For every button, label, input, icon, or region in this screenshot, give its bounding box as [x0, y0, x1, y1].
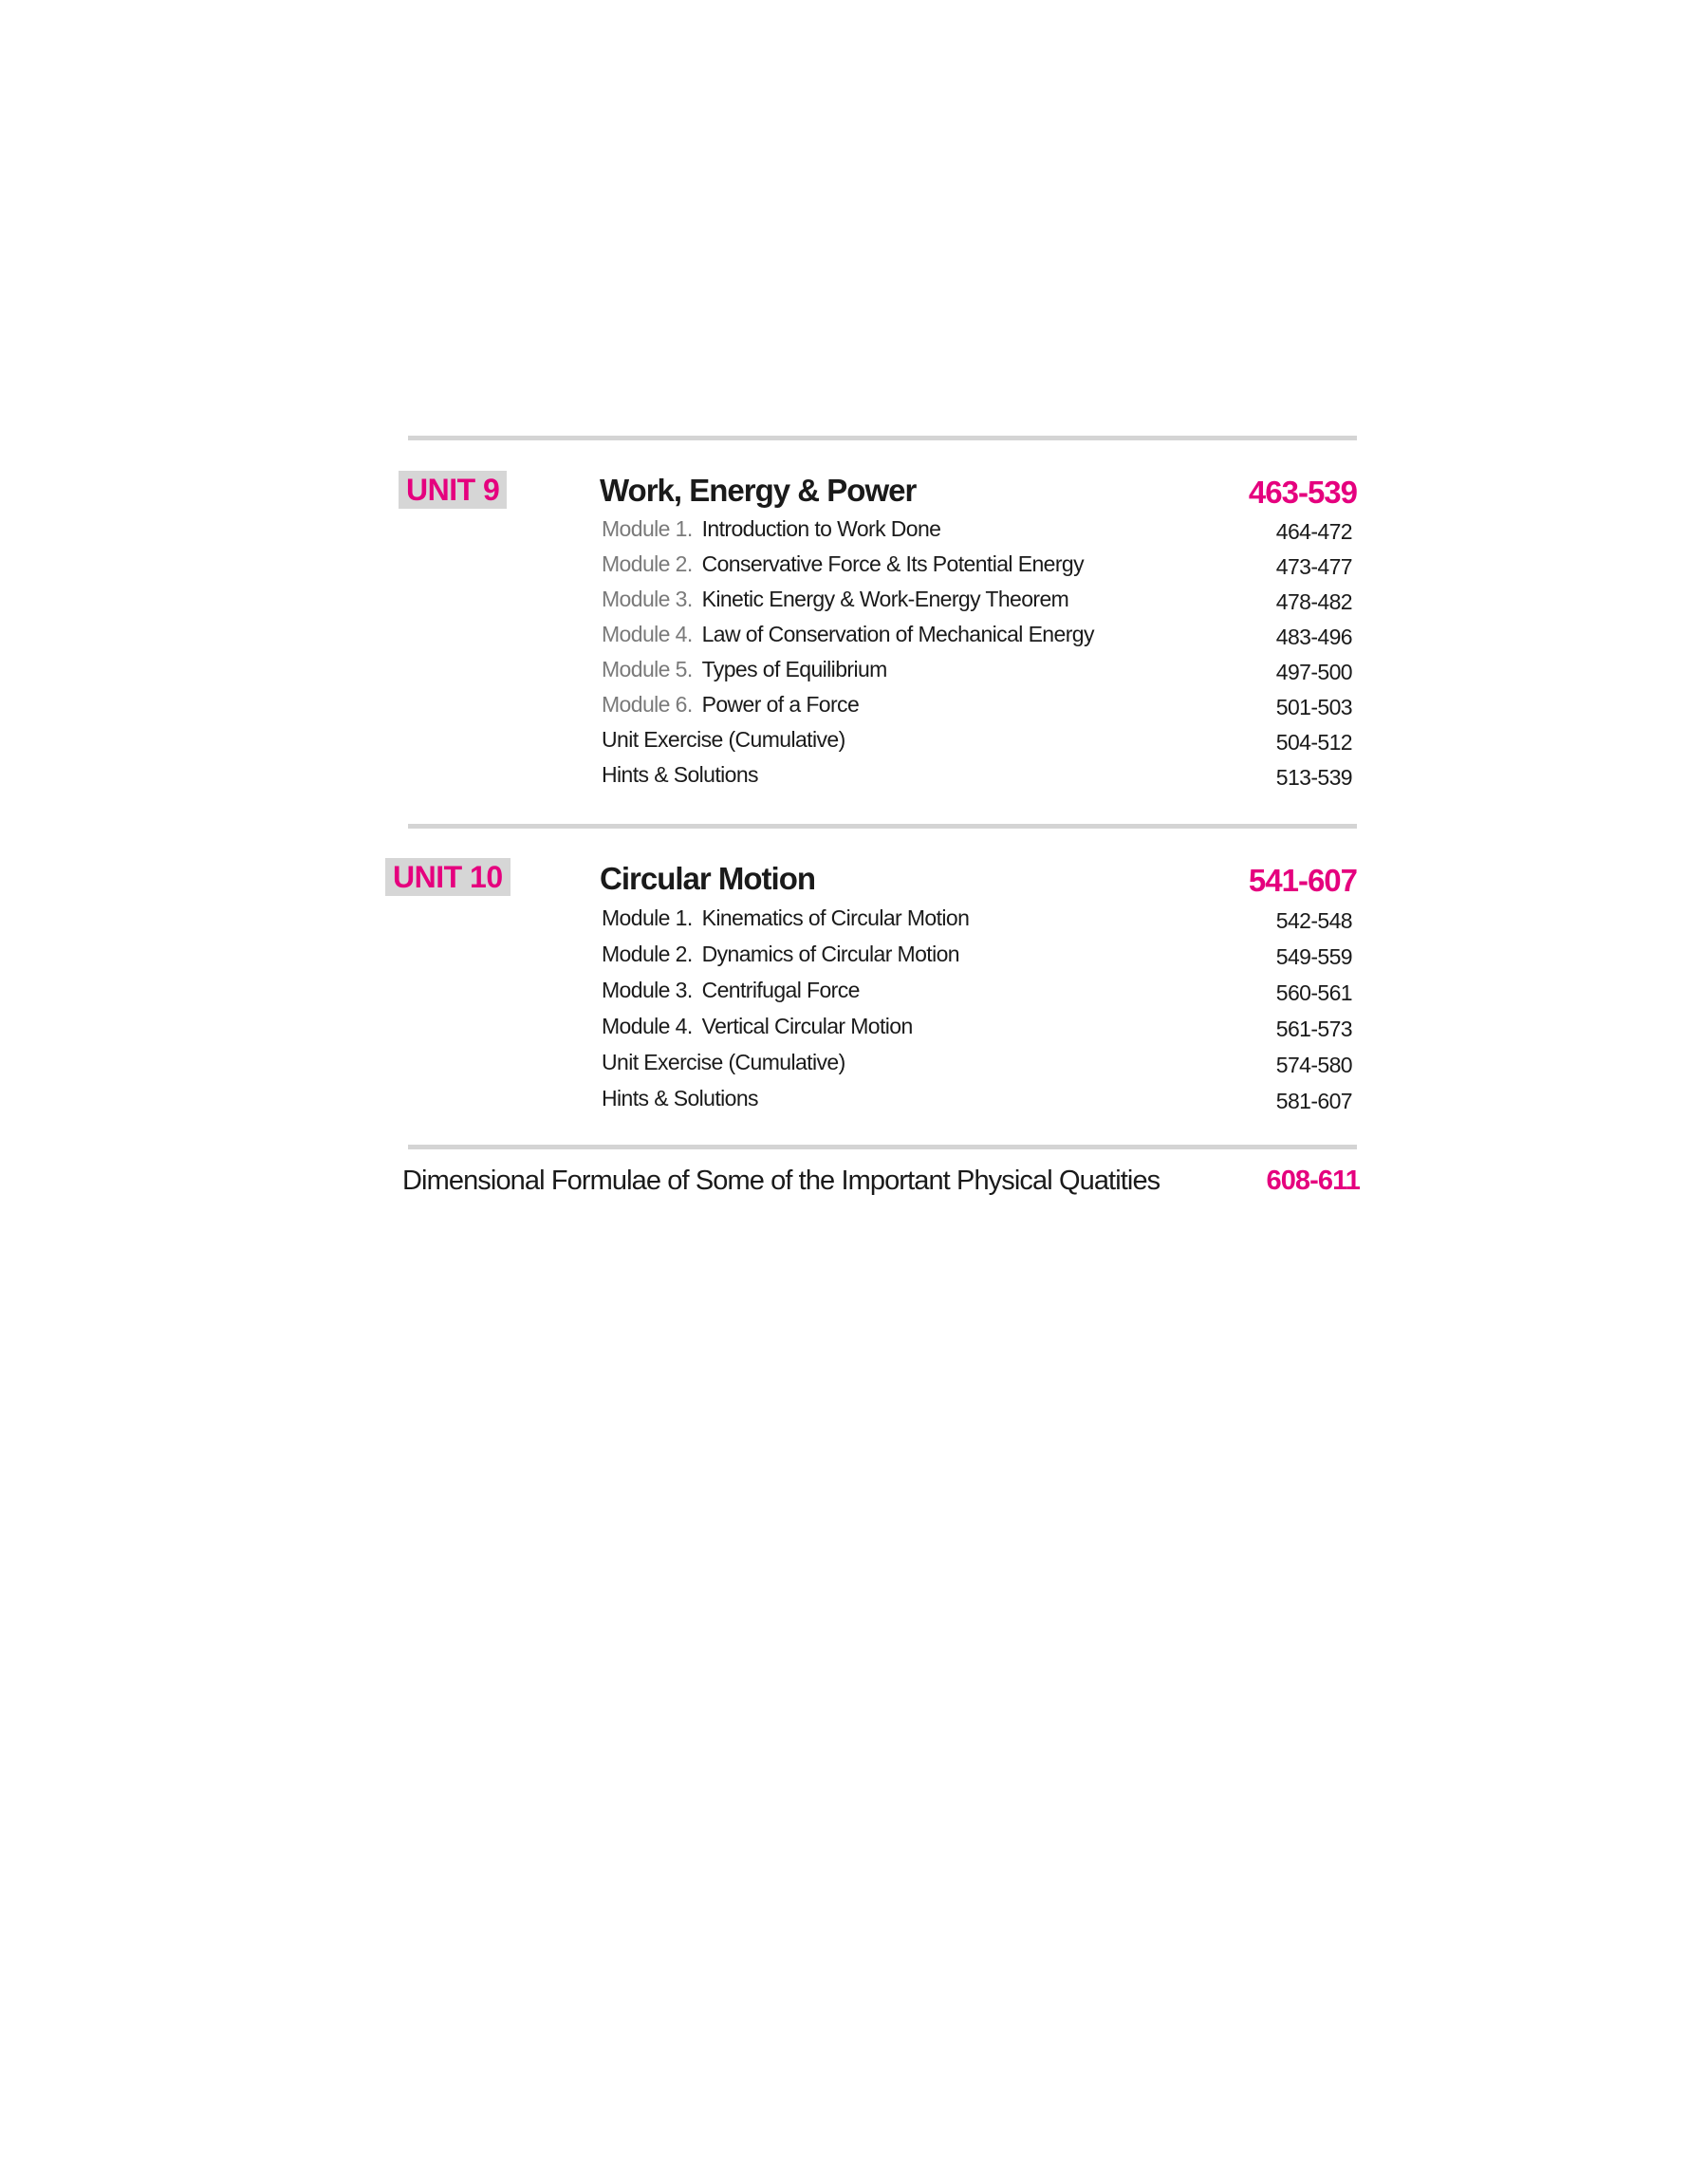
- entry-title: Hints & Solutions: [602, 762, 758, 787]
- module-page-range: 478-482: [1275, 589, 1352, 614]
- module-number: Module 3.: [602, 587, 693, 611]
- module-page-range: 542-548: [1275, 908, 1352, 933]
- module-page-range: 497-500: [1275, 660, 1352, 684]
- module-page-range: 483-496: [1275, 625, 1352, 649]
- toc-entry: [602, 1086, 1357, 1121]
- module-number: Module 4.: [602, 622, 693, 646]
- unit-badge: UNIT 9: [399, 471, 507, 509]
- module-title: Conservative Force & Its Potential Energy: [701, 551, 1084, 576]
- entry-title: Unit Exercise (Cumulative): [602, 727, 845, 752]
- module-title: Dynamics of Circular Motion: [701, 942, 959, 966]
- module-page-range: 560-561: [1275, 980, 1352, 1005]
- divider-rule: [408, 436, 1357, 440]
- module-number: Module 1.: [602, 516, 693, 541]
- toc-entry: [602, 905, 1357, 941]
- module-number: Module 3.: [602, 978, 693, 1002]
- entry-page-range: 581-607: [1275, 1089, 1352, 1113]
- divider-rule: [408, 1145, 1357, 1149]
- module-title: Types of Equilibrium: [701, 657, 887, 681]
- toc-entry: [602, 692, 1357, 727]
- entry-page-range: 574-580: [1275, 1053, 1352, 1077]
- toc-entry: [602, 622, 1357, 657]
- module-title: Centrifugal Force: [701, 978, 860, 1002]
- appendix-title: Dimensional Formulae of Some of the Important Physical Quatities: [402, 1166, 1160, 1196]
- toc-entry: [602, 1014, 1357, 1049]
- entry-title: Unit Exercise (Cumulative): [602, 1050, 845, 1074]
- toc-entry: [602, 587, 1357, 622]
- unit-page-range: 463-539: [1248, 475, 1357, 510]
- module-page-range: 549-559: [1275, 944, 1352, 969]
- module-title: Kinematics of Circular Motion: [701, 905, 970, 930]
- entry-page-range: 513-539: [1275, 765, 1352, 790]
- toc-entry: [602, 657, 1357, 692]
- module-number: Module 5.: [602, 657, 693, 681]
- module-title: Law of Conservation of Mechanical Energy: [701, 622, 1094, 646]
- module-page-range: 473-477: [1275, 554, 1352, 579]
- entry-title: Hints & Solutions: [602, 1086, 758, 1110]
- toc-entry: [602, 762, 1357, 797]
- module-number: Module 6.: [602, 692, 693, 717]
- unit-title: Work, Energy & Power: [600, 473, 917, 508]
- module-title: Introduction to Work Done: [701, 516, 941, 541]
- unit-page-range: 541-607: [1248, 863, 1357, 898]
- module-number: Module 2.: [602, 551, 693, 576]
- entry-page-range: 504-512: [1275, 730, 1352, 755]
- unit-title: Circular Motion: [600, 861, 816, 896]
- module-title: Vertical Circular Motion: [701, 1014, 913, 1038]
- module-page-range: 501-503: [1275, 695, 1352, 719]
- module-number: Module 1.: [602, 905, 693, 930]
- toc-entry: [602, 942, 1357, 977]
- toc-entry: [602, 727, 1357, 762]
- unit-badge: UNIT 10: [385, 858, 511, 896]
- toc-entry: [602, 551, 1357, 587]
- module-page-range: 464-472: [1275, 519, 1352, 544]
- appendix-page-range: 608-611: [1266, 1166, 1360, 1196]
- toc-entry: [602, 1050, 1357, 1085]
- module-number: Module 4.: [602, 1014, 693, 1038]
- module-number: Module 2.: [602, 942, 693, 966]
- toc-entry: [602, 978, 1357, 1013]
- module-page-range: 561-573: [1275, 1017, 1352, 1041]
- toc-entry: [602, 516, 1357, 551]
- module-title: Power of a Force: [701, 692, 860, 717]
- divider-rule: [408, 824, 1357, 829]
- module-title: Kinetic Energy & Work-Energy Theorem: [701, 587, 1069, 611]
